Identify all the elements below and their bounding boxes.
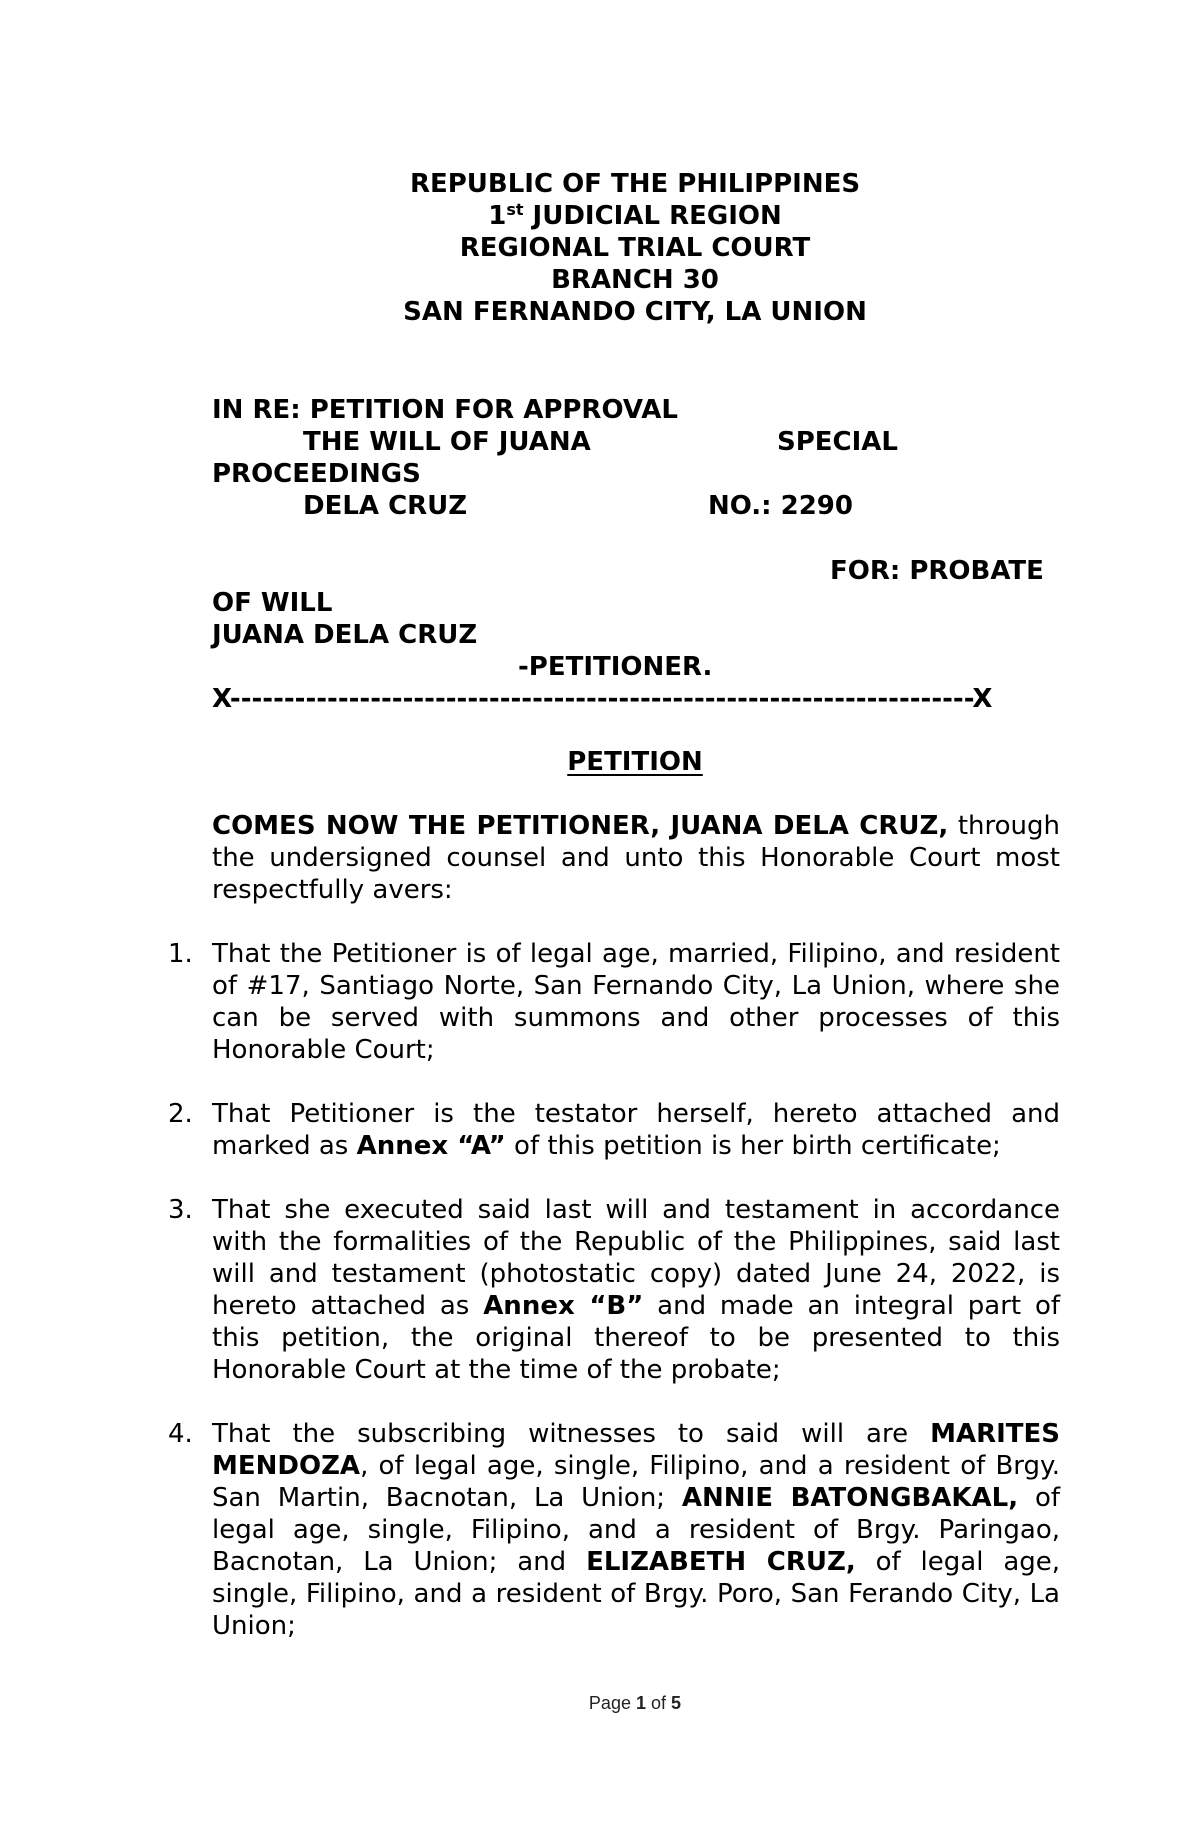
item-number: 1. bbox=[168, 939, 193, 969]
caption-special: SPECIAL bbox=[777, 427, 898, 457]
caption-of-will: OF WILL bbox=[212, 588, 333, 618]
item-number: 2. bbox=[168, 1099, 193, 1129]
page-label: Page bbox=[588, 1693, 631, 1713]
caption-divider: X---------------------------------------------------------------------X bbox=[212, 684, 993, 714]
item-text-1: That the subscribing witnesses to said will are bbox=[212, 1419, 931, 1449]
item-text-4: of legal age, single, Filipino, and a resident of Brgy. Poro, San Ferando City, La Union; bbox=[212, 1547, 1061, 1641]
list-item bbox=[160, 938, 1060, 1066]
caption-case-number: NO.: 2290 bbox=[708, 491, 853, 521]
header-judicial-region bbox=[0, 200, 1200, 232]
header-region-number: 1 bbox=[488, 201, 507, 231]
list-item bbox=[160, 1194, 1060, 1386]
witness-name-1: MARITES MENDOZA bbox=[212, 1419, 1060, 1481]
intro-lead: COMES NOW THE PETITIONER, JUANA DELA CRUZ, bbox=[212, 811, 949, 841]
annex-a-label: Annex “A” bbox=[356, 1131, 506, 1161]
header-republic: REPUBLIC OF THE PHILIPPINES bbox=[409, 169, 861, 199]
caption-dela-cruz: DELA CRUZ bbox=[303, 491, 468, 521]
document-title: PETITION bbox=[567, 747, 703, 777]
header-region-text: JUDICIAL REGION bbox=[523, 201, 782, 231]
header-city: SAN FERNANDO CITY, LA UNION bbox=[403, 297, 867, 327]
page-number: 1 bbox=[635, 1693, 646, 1713]
witness-name-2: ANNIE BATONGBAKAL, bbox=[681, 1483, 1019, 1513]
item-text-post: and made an integral part of this petition, the original thereof to be presented to this Honorable Court at the time of the probate; bbox=[212, 1291, 1061, 1385]
page-footer bbox=[0, 1692, 1200, 1714]
caption-petitioner-role: -PETITIONER. bbox=[518, 652, 713, 682]
caption-proceedings: PROCEEDINGS bbox=[212, 459, 421, 489]
list-item bbox=[160, 1418, 1060, 1642]
list-item bbox=[160, 1098, 1060, 1162]
intro-rest: through the undersigned counsel and unto this Honorable Court most respectfully avers: bbox=[212, 811, 1060, 905]
caption-petitioner-name: JUANA DELA CRUZ bbox=[212, 620, 478, 650]
item-text-2: , of legal age, single, Filipino, and a resident of Brgy. San Martin, Bacnotan, La Union; bbox=[212, 1451, 1060, 1513]
intro-paragraph bbox=[212, 810, 1060, 906]
header-court: REGIONAL TRIAL COURT bbox=[459, 233, 811, 263]
caption-for-probate: FOR: PROBATE bbox=[830, 556, 1044, 586]
court-header bbox=[0, 168, 1200, 328]
item-text-3: of legal age, single, Filipino, and a resident of Brgy. Paringao, Bacnotan, La Union; and bbox=[212, 1483, 1061, 1577]
allegations-list bbox=[160, 938, 1060, 1674]
total-pages: 5 bbox=[671, 1693, 682, 1713]
header-branch: BRANCH 30 bbox=[551, 265, 719, 295]
item-number: 3. bbox=[168, 1195, 193, 1225]
item-number: 4. bbox=[168, 1419, 193, 1449]
caption-in-re: IN RE: PETITION FOR APPROVAL bbox=[212, 395, 678, 425]
item-text-pre: That she executed said last will and testament in accordance with the formalities of the Republic of the Philippines, said last will and testament (photostatic copy) dated June 24, 2022, is hereto attached as bbox=[212, 1195, 1060, 1321]
item-text-post: of this petition is her birth certificate; bbox=[505, 1131, 1001, 1161]
of-label: of bbox=[651, 1693, 667, 1713]
witness-name-3: ELIZABETH CRUZ, bbox=[586, 1547, 856, 1577]
annex-b-label: Annex “B” bbox=[483, 1291, 644, 1321]
header-region-suffix: st bbox=[506, 200, 524, 219]
caption-will-of: THE WILL OF JUANA bbox=[303, 427, 591, 457]
item-text-pre: That Petitioner is the testator herself, hereto attached and marked as bbox=[212, 1099, 1060, 1161]
item-text: That the Petitioner is of legal age, married, Filipino, and resident of #17, Santiago Norte, San Fernando City, La Union, where she can be served with summons and other processes of this Honorable Court; bbox=[212, 939, 1060, 1065]
